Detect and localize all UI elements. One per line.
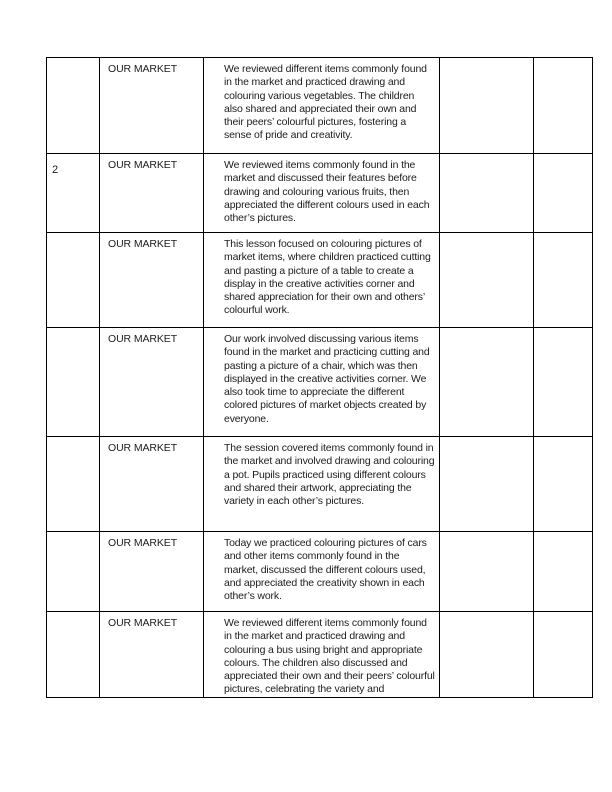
topic-cell [100,532,204,612]
lesson-description: We reviewed different items commonly found in the market and practiced drawing and colouring various vegetables. The children also shared and appreciated their own and their peers’ colourful pictures, fostering a sense of pride and creativity. [224,63,427,142]
lesson-description: We reviewed different items commonly found in the market and practiced drawing and colouring a bus using bright and appropriate colours. The children also discussed and appreciated their own and their peers’ colourful pictures, celebrating the variety and [224,617,435,696]
table-row [47,437,593,532]
empty-cell [534,328,593,437]
empty-cell [440,437,534,532]
topic-label: OUR MARKET [108,333,178,345]
table-row [47,233,593,328]
topic-cell [100,612,204,698]
topic-cell [100,233,204,328]
empty-cell [440,612,534,698]
table-row [47,612,593,698]
empty-cell [440,233,534,328]
empty-cell [440,58,534,154]
lesson-description: We reviewed items commonly found in the market and discussed their features before drawing and colouring various fruits, then appreciated the different colours used in each other’s pictures. [224,159,430,225]
empty-cell [534,532,593,612]
topic-cell [100,328,204,437]
week-number-cell [47,154,100,233]
week-number-cell [47,328,100,437]
lesson-description: Our work involved discussing various items found in the market and practicing cutting and pasting a picture of a chair, which was then displayed in the creative activities corner. We also took time to appreciate the different colored pictures of market objects created by everyone. [224,333,430,425]
topic-label: OUR MARKET [108,63,178,75]
description-cell [204,58,440,154]
empty-cell [440,154,534,233]
empty-cell [534,154,593,233]
topic-label: OUR MARKET [108,159,178,171]
topic-label: OUR MARKET [108,537,178,549]
description-cell [204,437,440,532]
week-number-cell [47,58,100,154]
table-row [47,154,593,233]
empty-cell [440,532,534,612]
empty-cell [440,328,534,437]
lesson-description: Today we practiced colouring pictures of cars and other items commonly found in the market, discussed the different colours used, and appreciated the creativity shown in each other’s work. [224,537,427,603]
description-cell [204,532,440,612]
week-number: 2 [52,164,59,176]
lesson-description: The session covered items commonly found in the market and involved drawing and colouring a pot. Pupils practiced using different colours and shared their artwork, appreciating the variety in each other’s pictures. [224,442,435,508]
week-number-cell [47,437,100,532]
topic-label: OUR MARKET [108,238,178,250]
description-cell [204,154,440,233]
table-row [47,58,593,154]
table-row [47,532,593,612]
empty-cell [534,437,593,532]
topic-cell [100,58,204,154]
lesson-record-table [46,57,593,698]
week-number-cell [47,532,100,612]
table-row [47,328,593,437]
topic-label: OUR MARKET [108,442,178,454]
week-number-cell [47,233,100,328]
topic-label: OUR MARKET [108,617,178,629]
empty-cell [534,233,593,328]
week-number-cell [47,612,100,698]
topic-cell [100,154,204,233]
description-cell [204,233,440,328]
description-cell [204,612,440,698]
empty-cell [534,612,593,698]
empty-cell [534,58,593,154]
topic-cell [100,437,204,532]
description-cell [204,328,440,437]
lesson-description: This lesson focused on colouring pictures of market items, where children practiced cutting and pasting a picture of a table to create a display in the creative activities corner and shared appreciation for their own and others’ colourful work. [224,238,431,317]
